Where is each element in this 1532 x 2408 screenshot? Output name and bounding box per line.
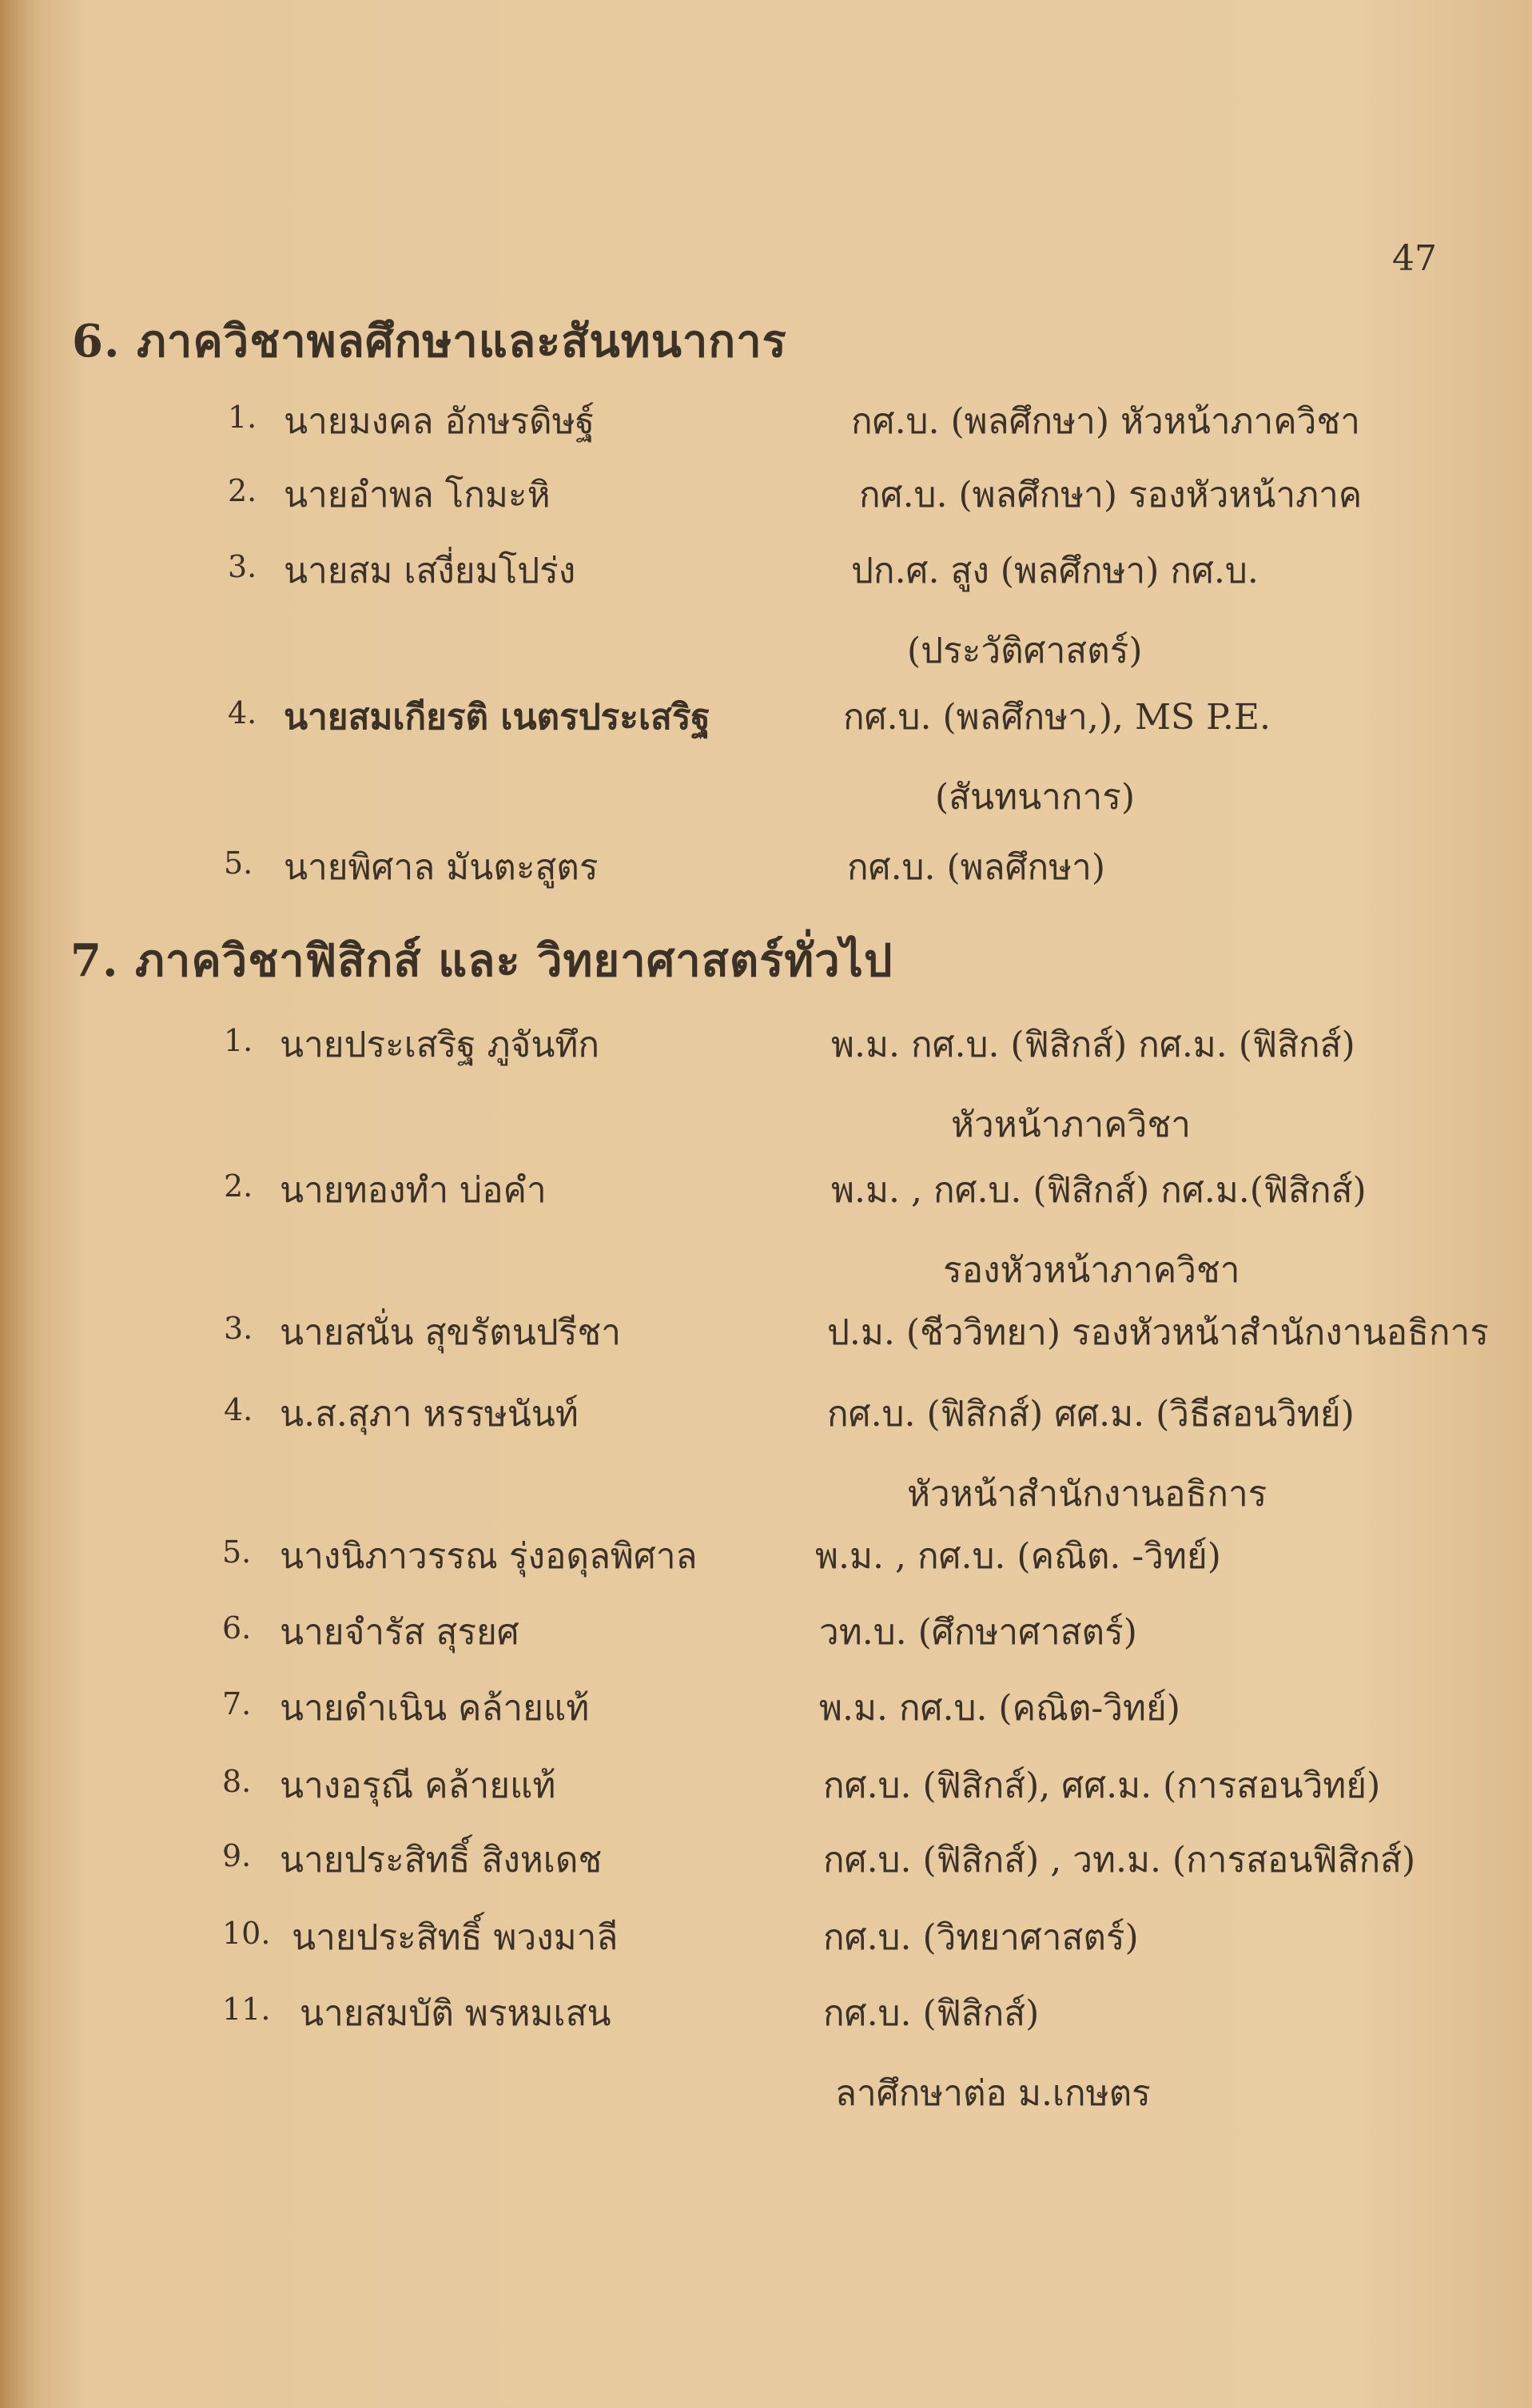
member-name: นายประสิทธิ์ พวงมาลี [292, 1917, 619, 1958]
item-number: 5. [222, 1534, 252, 1570]
item-number: 7. [222, 1686, 252, 1721]
qualification-line: กศ.บ. (ฟิสิกส์) [823, 1993, 1040, 2034]
qualification-line: กศ.บ. (พลศึกษา) หัวหน้าภาควิชา [851, 401, 1360, 442]
item-number: 5. [224, 846, 253, 881]
member-qualification [827, 1386, 1355, 1522]
page-number: 47 [1392, 238, 1437, 279]
qualification-line: กศ.บ. (ฟิสิกส์), ศศ.ม. (การสอนวิทย์) [823, 1765, 1381, 1806]
section-title: 7. ภาควิชาฟิสิกส์ และ วิทยาศาสตร์ทั่วไป [70, 934, 893, 987]
section-title: 6. ภาควิชาพลศึกษาและสันทนาการ [72, 315, 787, 368]
member-name: นายทองทำ บ่อคำ [280, 1170, 547, 1211]
qualification-line: กศ.บ. (ฟิสิกส์) , วท.ม. (การสอนฟิสิกส์) [823, 1840, 1416, 1881]
item-number: 3. [228, 549, 257, 584]
qualification-line: กศ.บ. (พลศึกษา) รองหัวหน้าภาค [859, 475, 1363, 515]
item-number: 1. [224, 1023, 253, 1058]
qualification-line: ป.ม. (ชีววิทยา) รองหัวหน้าสำนักงานอธิการ [827, 1312, 1489, 1353]
item-number: 4. [224, 1392, 253, 1427]
item-number: 8. [222, 1764, 252, 1799]
qualification-line: กศ.บ. (ฟิสิกส์) ศศ.ม. (วิธีสอนวิทย์) [827, 1394, 1355, 1435]
member-qualification [847, 839, 1105, 895]
member-qualification [819, 1680, 1180, 1736]
member-name: นายสม เสงี่ยมโปร่ง [284, 551, 576, 591]
member-name: นายพิศาล มันตะสูตร [284, 847, 599, 888]
item-number: 10. [222, 1916, 271, 1951]
member-qualification [819, 1604, 1137, 1660]
member-qualification [823, 1909, 1139, 1965]
member-qualification [823, 1757, 1380, 1813]
qualification-line: พ.ม. , กศ.บ. (คณิต. -วิทย์) [815, 1536, 1221, 1577]
qualification-line: รองหัวหน้าภาควิชา [943, 1250, 1240, 1291]
member-name: นายจำรัส สุรยศ [280, 1612, 519, 1653]
item-number: 9. [222, 1838, 252, 1873]
member-name: นางอรุณี คล้ายแท้ [280, 1765, 556, 1806]
item-number: 4. [228, 695, 257, 730]
member-name: นายมงคล อักษรดิษฐ์ [284, 401, 595, 442]
member-qualification [851, 393, 1360, 449]
qualification-line: กศ.บ. (วิทยาศาสตร์) [823, 1917, 1139, 1958]
qualification-line: กศ.บ. (พลศึกษา,), MS P.E. [843, 697, 1271, 738]
qualification-line: กศ.บ. (พลศึกษา) [847, 847, 1106, 888]
member-name: นายดำเนิน คล้ายแท้ [280, 1688, 590, 1729]
qualification-line: หัวหน้าภาควิชา [951, 1104, 1191, 1145]
member-name: นายอำพล โกมะหิ [284, 475, 551, 515]
item-number: 2. [224, 1168, 253, 1204]
member-name: นายสมเกียรติ เนตรประเสริฐ [284, 697, 710, 738]
member-qualification [827, 1304, 1489, 1360]
member-name: นายสนั่น สุขรัตนปรีชา [280, 1312, 621, 1353]
item-number: 3. [224, 1311, 253, 1346]
qualification-line: วท.บ. (ศึกษาศาสตร์) [819, 1612, 1137, 1653]
member-qualification [831, 1162, 1367, 1298]
member-name: นายประสิทธิ์ สิงหเดช [280, 1840, 603, 1881]
qualification-line: ปก.ศ. สูง (พลศึกษา) กศ.บ. [851, 551, 1259, 591]
member-qualification [815, 1528, 1221, 1584]
qualification-line: หัวหน้าสำนักงานอธิการ [907, 1474, 1267, 1514]
qualification-line: พ.ม. , กศ.บ. (ฟิสิกส์) กศ.ม.(ฟิสิกส์) [831, 1170, 1367, 1211]
item-number: 6. [222, 1610, 252, 1646]
member-qualification [843, 689, 1271, 825]
member-name: นายสมบัติ พรหมเสน [300, 1993, 611, 2034]
member-qualification [823, 1985, 1151, 2121]
qualification-line: พ.ม. กศ.บ. (ฟิสิกส์) กศ.ม. (ฟิสิกส์) [831, 1025, 1355, 1065]
qualification-line: (ประวัติศาสตร์) [907, 631, 1143, 671]
member-qualification [831, 1017, 1355, 1152]
qualification-line: (สันทนาการ) [935, 777, 1136, 818]
member-name: นางนิภาวรรณ รุ่งอดุลพิศาล [280, 1536, 698, 1577]
item-number: 11. [222, 1992, 271, 2027]
member-qualification [823, 1832, 1415, 1888]
qualification-line: ลาศึกษาต่อ ม.เกษตร [835, 2073, 1151, 2114]
member-qualification [851, 543, 1259, 679]
member-name: น.ส.สุภา หรรษนันท์ [280, 1394, 579, 1435]
item-number: 1. [228, 400, 257, 435]
item-number: 2. [228, 473, 257, 508]
member-qualification [859, 467, 1362, 523]
member-name: นายประเสริฐ ภูจันทึก [280, 1025, 600, 1065]
qualification-line: พ.ม. กศ.บ. (คณิต-วิทย์) [819, 1688, 1180, 1729]
